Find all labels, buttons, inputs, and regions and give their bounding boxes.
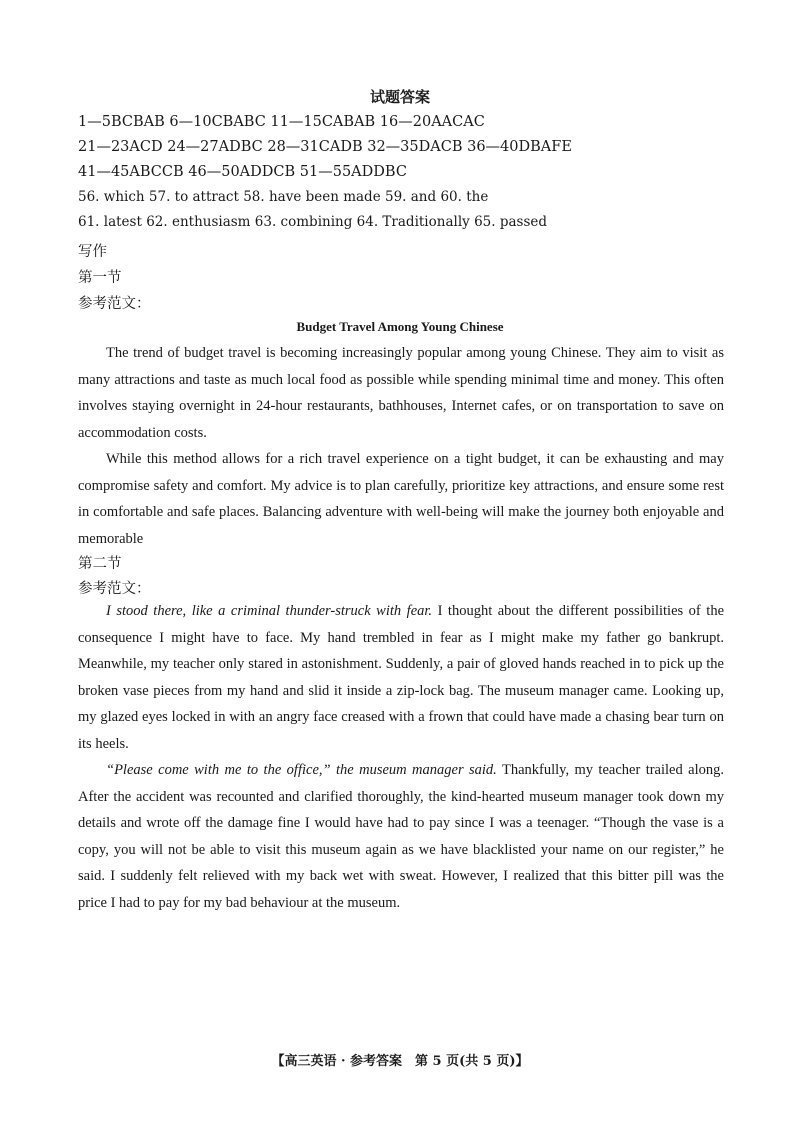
answer-group: 24—27ADBC <box>167 139 263 155</box>
part1-ref-label: 参考范文： <box>78 296 151 312</box>
essay-paragraph: “Please come with me to the office,” the museum manager said. Thankfully, my teacher trailed along. After the accident was recounted and clarified thoroughly, the kind-hearted museum manager took down my details and wrote off the damage fine I would have had to pay since I was a teenager. “Though the vase is a copy, you will not be able to visit this museum again as we have blacklisted your name on our register,” he said. I suddenly felt relieved with my back wet with sweat. However, I realized that this bitter pill was the price I had to pay for my bad behaviour at the museum. <box>78 762 724 911</box>
italic-sentence: I stood there, like a criminal thunder-struck with fear. <box>106 603 433 619</box>
answer-group: 28—31CADB <box>267 139 363 155</box>
fill-answer-row-2 <box>78 210 738 235</box>
fill-answer: 57. to attract <box>148 189 239 205</box>
answer-row-1 <box>78 110 738 135</box>
answer-group: 36—40DBAFE <box>467 139 572 155</box>
answer-group: 51—55ADDBC <box>299 164 407 180</box>
essay-paragraph: I stood there, like a criminal thunder-struck with fear. I thought about the different possibilities of the consequence I might have to face. My hand trembled in fear as I might make my father go bankrupt. Meanwhile, my teacher only stared in astonishment. Suddenly, a pair of gloved hands reached in to pick up the broken vase pieces from my hand and slid it inside a zip-lock bag. The museum manager came. Looking up, my glazed eyes locked in with an angry face creased with a frown that could have made a chasing bear turn on its heels. <box>78 603 724 752</box>
answer-group: 16—20AACAC <box>379 114 485 130</box>
fill-answer: 63. combining <box>254 214 353 230</box>
fill-answer: 59. and <box>384 189 437 205</box>
fill-answer: 58. have been made <box>243 189 381 205</box>
page-footer: 【高三英语 · 参考答案 第 5 页(共 5 页)】 <box>271 1054 529 1069</box>
essay-paragraph: The trend of budget travel is becoming increasingly popular among young Chinese. They aim to visit as many attractions and taste as much local food as possible while spending minimal time and money. This often involves staying overnight in 24-hour restaurants, bathhouses, Internet cafes, or on transportation to save on accommodation costs. <box>78 345 724 441</box>
answer-row-2 <box>78 135 738 160</box>
italic-sentence: “Please come with me to the office,” the museum manager said. <box>106 762 497 778</box>
essay-part2 <box>78 598 724 916</box>
answer-group: 21—23ACD <box>78 139 163 155</box>
page-title: 试题答案 <box>369 88 430 106</box>
essay-paragraph: While this method allows for a rich travel experience on a tight budget, it can be exhausting and may compromise safety and comfort. My advice is to plan carefully, prioritize key attractions, and ensure some rest in comfortable and safe places. Balancing adventure with well-being will make the journey both enjoyable and memorable <box>78 451 724 547</box>
essay-title: Budget Travel Among Young Chinese <box>296 319 504 334</box>
part1-label: 第一节 <box>78 270 122 286</box>
part2-ref-label: 参考范文： <box>78 581 151 597</box>
answer-key <box>78 110 738 235</box>
fill-answer: 65. passed <box>474 214 548 230</box>
fill-answer: 61. latest <box>78 214 142 230</box>
part2-label: 第二节 <box>78 556 122 572</box>
answer-group: 46—50ADDCB <box>188 164 296 180</box>
answer-group: 1—5BCBAB <box>78 114 165 130</box>
fill-answer: 60. the <box>440 189 489 205</box>
fill-answer-row-1 <box>78 185 738 210</box>
essay-part1 <box>78 340 724 552</box>
answer-row-3 <box>78 160 738 185</box>
fill-answer: 56. which <box>78 189 145 205</box>
answer-group: 11—15CABAB <box>270 114 376 130</box>
answer-group: 6—10CBABC <box>169 114 266 130</box>
writing-heading: 写作 <box>78 244 107 260</box>
fill-answer: 62. enthusiasm <box>146 214 251 230</box>
answer-group: 41—45ABCCB <box>78 164 184 180</box>
fill-answer: 64. Traditionally <box>356 214 470 230</box>
answer-group: 32—35DACB <box>367 139 463 155</box>
